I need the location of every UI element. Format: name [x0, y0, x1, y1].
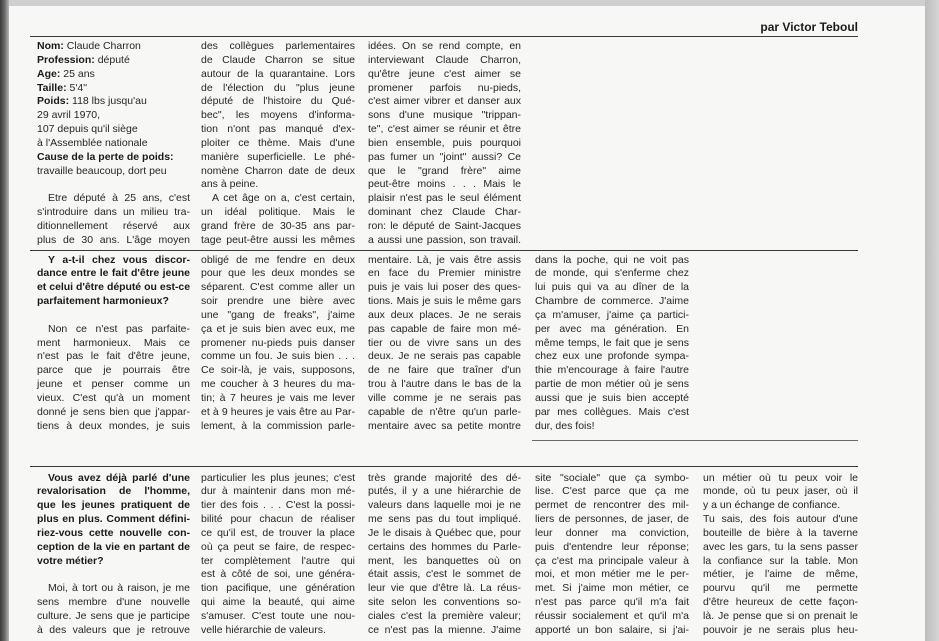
- section-divider: [30, 466, 858, 467]
- text-line: plus de 30 ans. L'âge moyen: [37, 233, 190, 246]
- profile-field-height: [37, 82, 190, 96]
- profile-field-weight: [37, 95, 190, 109]
- text-line: pas fumer un "joint" aussi? Ce: [368, 150, 521, 163]
- text-line: apporté un bon salaire, si j'ai-: [535, 623, 689, 636]
- text-line: particulier les plus jeunes; c'est: [201, 471, 355, 484]
- paragraph: [703, 513, 858, 638]
- field-label: Poids:: [37, 95, 70, 108]
- text-line: dance entre le fait d'être jeune: [37, 267, 190, 280]
- text-line: de ne faire que traîner d'un: [368, 364, 521, 377]
- text-line: idées. On se rend compte, en: [368, 40, 521, 52]
- text-line: valeurs dans laquelle moi je ne: [368, 499, 521, 512]
- text-line: et celui d'être député ou est-ce: [37, 281, 190, 294]
- text-line: lui puis qui va au dîner de la: [535, 281, 689, 294]
- row-2-column-1: [37, 254, 190, 434]
- text-line: monde, où tu peux jaser, où il: [703, 485, 858, 498]
- field-value: 25 ans: [63, 67, 95, 80]
- row-3-column-5: [703, 472, 858, 638]
- scan-left-edge: [0, 0, 9, 641]
- text-line: ville comme je ne serais pas: [368, 391, 521, 404]
- text-line: mentaire avec sa petite montre: [368, 419, 521, 432]
- text-line: tage peut-être aussi les mêmes: [201, 233, 355, 246]
- paragraph: [37, 323, 190, 434]
- text-line: même temps, le fait que je sens: [535, 336, 689, 349]
- row-3-column-1: [37, 472, 190, 638]
- text-line: obligé de me fendre en deux: [201, 253, 355, 266]
- text-line: de Claude Charron se situe: [201, 53, 355, 66]
- text-line: donné je sens bien que j'appar-: [37, 405, 190, 418]
- text-line: per avec ma génération. En: [535, 322, 689, 335]
- text-line: Tu sais, des fois autour d'une: [703, 513, 858, 526]
- text-line: autour de la quarantaine. Lors: [201, 67, 355, 80]
- text-line: parfaitement harmonieux?: [37, 295, 169, 308]
- text-line: tiens à deux mondes, je suis: [37, 419, 190, 432]
- text-line: s'introduire dans un milieu tra-: [37, 206, 190, 219]
- text-line: thie m'encourage à faire l'autre: [535, 364, 689, 377]
- field-label: Profession:: [37, 53, 95, 66]
- text-line: peut-être moins . . . Mais le: [368, 178, 521, 191]
- text-line: un idéal politique. Mais le: [201, 206, 355, 219]
- text-line: putés, il y a une hiérarchie de: [368, 485, 521, 498]
- paragraph: [368, 40, 521, 248]
- section-divider: [30, 250, 858, 251]
- text-line: c'est aimer vibrer et danser aux: [368, 95, 521, 108]
- text-line: dominant chez Claude Char-: [368, 206, 521, 219]
- paragraph: [201, 192, 355, 247]
- text-line: manière superficielle. Le phé-: [201, 150, 355, 163]
- row-3-column-4: [535, 472, 689, 638]
- text-line: n'est pas le fait d'être jeune,: [37, 350, 190, 363]
- text-line: pourvu qu'il me permette: [703, 582, 858, 595]
- header-rule: [30, 36, 858, 37]
- text-line: chez eux une profonde sympa-: [535, 350, 689, 363]
- paragraph: [535, 254, 689, 434]
- text-line: tion pacifique, une génération: [201, 582, 355, 595]
- text-line: Chambre de commerce. J'aime: [535, 295, 689, 308]
- text-line: ce qu'il est, de trouver la place: [201, 526, 355, 539]
- text-line: sens membre d'une nouvelle: [37, 596, 190, 609]
- text-line: député de l'histoire du Qué-: [201, 95, 355, 108]
- field-value: 5'4'': [69, 81, 88, 94]
- text-line: plus en plus. Comment défini-: [37, 513, 190, 526]
- text-line: là. Je pense que si on prenait le: [703, 609, 858, 622]
- text-line: me coucher à 3 heures du ma-: [201, 378, 355, 391]
- text-line: met. Si j'aime mon métier, ce: [535, 582, 689, 595]
- text-line: bien ensemble, puis pourquoi: [368, 136, 521, 149]
- text-line: deux. Je ne serais pas capable: [368, 350, 521, 363]
- text-line: de monde, qui s'enferme chez: [535, 267, 689, 280]
- text-line: leur vie que d'être là. La réus-: [368, 582, 521, 595]
- text-line: capable de n'être qu'un parle-: [368, 405, 521, 418]
- text-line: un métier où tu peux voir le: [703, 471, 858, 484]
- text-line: dans la poche, qui ne voit pas: [535, 253, 689, 266]
- text-line: ça c'est ma principale valeur à: [535, 554, 689, 567]
- row-1-column-2: [201, 40, 355, 248]
- text-line: est à côté de soi, une généra-: [201, 568, 355, 581]
- paragraph: [37, 192, 190, 247]
- text-line: qui aime la beauté, qui aime: [201, 596, 355, 609]
- text-line: réussir socialement et qu'il m'a: [535, 609, 689, 622]
- profile-field-age: [37, 68, 190, 82]
- paragraph: [201, 40, 355, 192]
- text-line: Vous avez déjà parlé d'une: [48, 471, 190, 484]
- text-line: ment harmonieux. Mais ce: [37, 336, 190, 349]
- text-line: parce que je pourrais être: [37, 364, 190, 377]
- text-line: soir prendre une bière avec: [201, 295, 355, 308]
- text-line: pouvoir je ne serais plus heu-: [703, 623, 858, 636]
- text-line: aux deux places. Je ne serais: [368, 308, 521, 321]
- text-line: jeune et penser comme un: [37, 378, 190, 391]
- text-line: Non ce n'est pas parfaite-: [48, 322, 190, 335]
- text-line: bouteille de bière à la taverne: [703, 526, 858, 539]
- text-line: votre métier?: [37, 554, 104, 567]
- text-line: tier des fois . . . C'est la possi-: [201, 499, 355, 512]
- paragraph: [703, 472, 858, 514]
- text-line: ter complètement l'autre qui: [201, 554, 355, 567]
- paragraph: [201, 254, 355, 434]
- profile-box: [37, 40, 190, 178]
- text-line: d'être heureux de cette façon-: [703, 596, 858, 609]
- text-line: qu'être jeune c'est aimer se: [368, 67, 521, 80]
- text-line: par mes collègues. Mais c'est: [535, 405, 689, 418]
- paragraph: [37, 582, 190, 637]
- field-label: Age:: [37, 67, 61, 80]
- text-line: y a un échange de confiance.: [703, 499, 841, 512]
- text-line: que les jeunes pratiquent de: [37, 499, 190, 512]
- text-line: dur à maintenir dans mon mé-: [201, 485, 355, 498]
- field-value: Claude Charron: [66, 40, 141, 52]
- weight-note-line: 107 depuis qu'il siège: [37, 123, 138, 136]
- text-line: me sens pas du tout impliqué.: [368, 513, 521, 526]
- text-line: que le "grand frère" aime: [368, 164, 521, 177]
- author-byline: par Victor Teboul: [760, 20, 858, 34]
- paragraph: [368, 254, 521, 434]
- text-line: pas capable de faire mon mé-: [368, 322, 521, 335]
- text-line: lement, à la commission parle-: [201, 419, 355, 432]
- text-line: Etre député à 25 ans, c'est: [48, 192, 190, 205]
- text-line: ça et je suis bien avec eux, me: [201, 322, 355, 335]
- text-line: s'amuser. C'est toute une nou-: [201, 609, 355, 622]
- text-line: puis d'entendre leur réponse;: [535, 540, 689, 553]
- text-line: certains des hommes du Parle-: [368, 540, 521, 553]
- text-line: vieux. C'est qu'à un moment: [37, 391, 190, 404]
- text-line: promener parfois nu-pieds,: [368, 81, 521, 94]
- field-label: Taille:: [37, 81, 67, 94]
- text-line: tion n'ont pas manqué d'ex-: [201, 123, 355, 136]
- text-line: métier, je l'aime de même,: [703, 568, 858, 581]
- text-line: velle hiérarchie de valeurs.: [201, 623, 326, 636]
- text-line: revalorisation de l'homme,: [37, 485, 190, 498]
- cause-value: travaille beaucoup, dort peu: [37, 164, 167, 177]
- scan-right-edge: [925, 0, 939, 641]
- row-1-column-1: [37, 40, 190, 248]
- text-line: ception de la vie en partant de: [37, 540, 190, 553]
- text-line: Y a-t-il chez vous discor-: [48, 253, 190, 266]
- text-line: a aussi une passion, son travail.: [368, 233, 521, 246]
- field-value: 118 lbs jusqu'au: [72, 95, 147, 108]
- row-2-column-4: [535, 254, 689, 434]
- text-line: tin; à 7 heures je vais me lever: [201, 391, 355, 404]
- text-line: partie de mon métier où je sens: [535, 378, 689, 391]
- text-line: la confiance sur la table. Mon: [703, 554, 858, 567]
- text-line: culture. Je sens que je participe: [37, 609, 190, 622]
- text-line: Je le disais à Québec que, pour: [368, 526, 521, 539]
- row-3-column-3: [368, 472, 521, 638]
- text-line: sons d'une musique "trippan-: [368, 109, 521, 122]
- text-line: était assis, c'est le sommet de: [368, 568, 521, 581]
- interview-question: [37, 254, 190, 309]
- text-line: comme un fou. Je suis bien . . .: [201, 350, 355, 363]
- field-value: député: [97, 53, 130, 66]
- text-line: riez-vous cette nouvelle con-: [37, 526, 190, 539]
- text-line: en face du Premier ministre: [368, 267, 521, 280]
- row-1-column-3: [368, 40, 521, 248]
- text-line: plaisir n'est pas le seul élément: [368, 192, 521, 205]
- text-line: grand frère de 30-35 ans par-: [201, 219, 355, 232]
- text-line: des collègues parlementaires: [201, 40, 355, 52]
- text-line: dur, des fois!: [535, 419, 595, 432]
- text-line: tier ou de vivre sans un des: [368, 336, 521, 349]
- row-2-column-2: [201, 254, 355, 434]
- text-line: bec", les moyens d'informa-: [201, 109, 355, 122]
- text-line: te", c'est aimer se réunir et être: [368, 123, 521, 136]
- text-line: une "gang de freaks", j'aime: [201, 308, 355, 321]
- text-line: moi, et mon métier me le per-: [535, 568, 689, 581]
- text-line: interviewant Claude Charron,: [368, 53, 521, 66]
- text-line: à des valeurs que je retrouve: [37, 623, 190, 636]
- text-line: lise. C'est parce que ça me: [535, 485, 689, 498]
- text-line: site "sociale" que ça symbo-: [535, 471, 689, 484]
- text-line: leur donner ma conviction,: [535, 526, 689, 539]
- text-line: ploiter ce thème. Mais d'une: [201, 136, 355, 149]
- text-line: où ça peut se faire, de respec-: [201, 540, 355, 553]
- paragraph: [368, 472, 521, 638]
- text-line: Moi, à tort ou à raison, je me: [48, 582, 190, 595]
- text-line: nomène Charron date de deux: [201, 164, 355, 177]
- text-line: ce n'est pas la mienne. J'aime: [368, 623, 521, 636]
- text-line: puis je vais lui poser des ques-: [368, 281, 521, 294]
- text-line: site selon les conventions so-: [368, 596, 521, 609]
- text-line: Ce soir-là, je vais, supposons,: [201, 364, 355, 377]
- text-line: pour que les deux mondes se: [201, 267, 355, 280]
- column-text: [37, 192, 190, 247]
- cause-label: Cause de la perte de poids:: [37, 150, 174, 163]
- text-line: trou à l'autre dans le bas de la: [368, 378, 521, 391]
- text-line: A cet âge on a, c'est certain,: [212, 192, 355, 205]
- text-line: aussi que je suis bien accepté: [535, 391, 689, 404]
- text-line: très grande majorité des dé-: [368, 471, 521, 484]
- row-2-column-3: [368, 254, 521, 434]
- text-line: promener nu-pieds puis danser: [201, 336, 355, 349]
- text-line: ment, les banquettes où on: [368, 554, 521, 567]
- field-label: Nom:: [37, 40, 64, 52]
- column-end-rule: [532, 440, 858, 441]
- paragraph: [201, 472, 355, 638]
- text-line: ditionnellement réservé aux: [37, 219, 190, 232]
- text-line: ça m'amuser, j'aime ça partici-: [535, 308, 689, 321]
- row-3-column-2: [201, 472, 355, 638]
- text-line: tions. Mais je suis le même gars: [368, 295, 521, 308]
- text-line: permet de rencontrer des mil-: [535, 499, 689, 512]
- weight-note-line: à l'Assemblée nationale: [37, 136, 148, 149]
- profile-field-profession: [37, 54, 190, 68]
- text-line: séparent. C'est comme aller un: [201, 281, 355, 294]
- text-line: et à 9 heures je vais être au Par-: [201, 405, 355, 418]
- text-line: n'est pas parce qu'il m'a fait: [535, 596, 689, 609]
- text-line: ciales c'est la première valeur;: [368, 609, 521, 622]
- text-line: de l'élection du "plus jeune: [201, 81, 355, 94]
- text-line: ans à peine.: [201, 178, 259, 191]
- text-line: mentaire. Là, je vais être assis: [368, 253, 521, 266]
- interview-question: [37, 472, 190, 569]
- weight-note-line: 29 avril 1970,: [37, 109, 101, 122]
- text-line: liers de personnes, de jaser, de: [535, 513, 689, 526]
- text-line: avec les gars, tu la sens passer: [703, 540, 858, 553]
- text-line: bilité pour chacun de réaliser: [201, 513, 355, 526]
- profile-field-name: [37, 40, 190, 54]
- text-line: ron: le député de Saint-Jacques: [368, 219, 521, 232]
- paragraph: [535, 472, 689, 638]
